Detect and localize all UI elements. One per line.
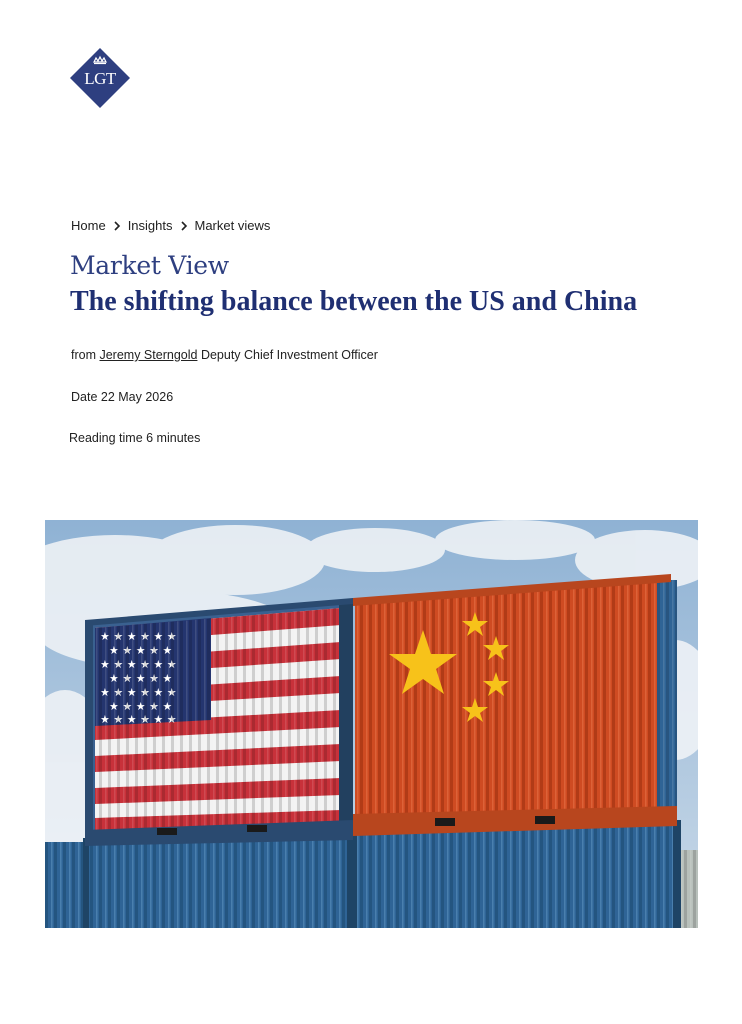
page-title: The shifting balance between the US and China [70,286,638,317]
lgt-logo[interactable] [70,48,130,108]
logo-text: LGT [84,69,116,88]
chevron-right-icon [106,219,128,233]
breadcrumb [71,218,270,233]
article-date: Date 22 May 2026 [71,390,174,404]
author-link[interactable]: Jeremy Sterngold [99,348,198,362]
chevron-right-icon [173,219,195,233]
article-kicker: Market View [70,251,229,280]
breadcrumb-home[interactable]: Home [71,218,106,233]
hero-image [45,520,698,928]
author-role: Deputy Chief Investment Officer [200,348,378,362]
byline [71,348,378,362]
breadcrumb-market-views[interactable]: Market views [194,218,271,233]
breadcrumb-insights[interactable]: Insights [127,218,173,233]
reading-time: Reading time 6 minutes [69,431,201,445]
byline-prefix: from [71,348,96,362]
